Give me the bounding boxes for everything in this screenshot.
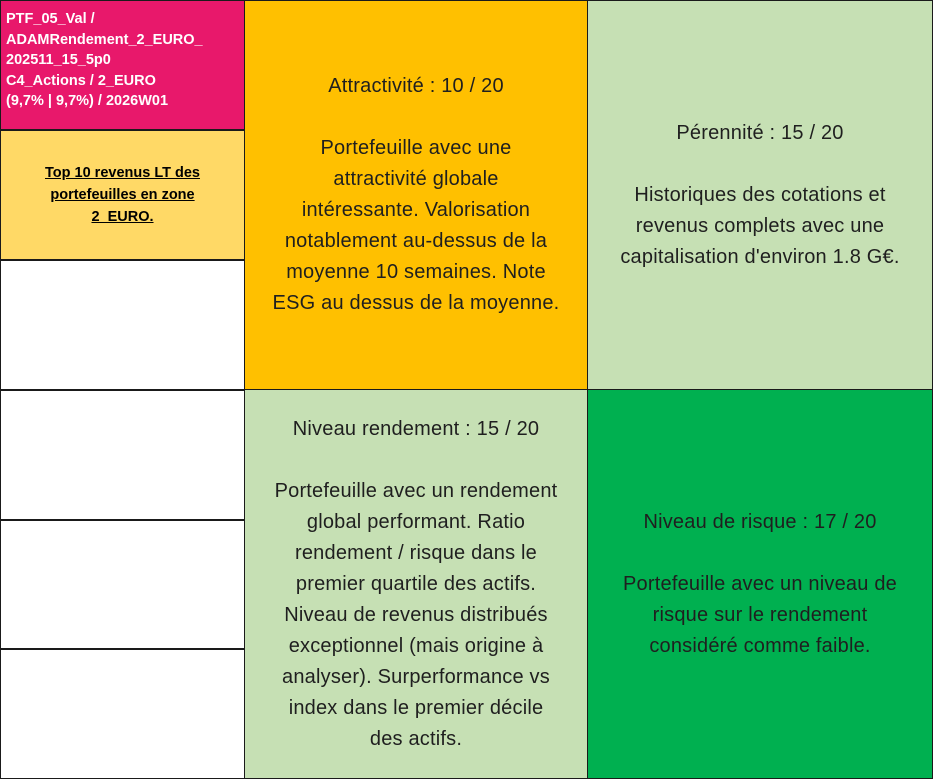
perennite-score: Pérennité : 15 / 20 (676, 121, 844, 144)
description-line: premier quartile des actifs. (295, 572, 537, 595)
description-line: rendement / risque dans le (294, 541, 537, 564)
header-line: PTF_05_Val / (6, 11, 95, 27)
description-line: revenus complets avec une (635, 214, 885, 237)
attractivite-description (273, 133, 560, 319)
description-line: moyenne 10 semaines. Note (286, 261, 546, 283)
empty-cell (0, 649, 245, 779)
header-line: (9,7% | 9,7%) / 2026W01 (6, 93, 169, 109)
rendement-tile (244, 389, 588, 779)
risque-score: Niveau de risque : 17 / 20 (643, 510, 877, 533)
subtitle-line: Top 10 revenus LT des (45, 165, 200, 181)
description-line: notablement au-dessus de la (284, 230, 548, 252)
description-line: ESG au dessus de la moyenne. (272, 292, 560, 314)
header-line: C4_Actions / 2_EURO (6, 72, 156, 89)
perennite-description (620, 180, 899, 273)
header-line: 202511_15_5p0 (6, 52, 111, 68)
description-line: attractivité globale (333, 168, 499, 190)
ranking-subtitle (0, 130, 245, 260)
description-line: index dans le premier décile (288, 696, 544, 719)
empty-cell (0, 260, 245, 390)
subtitle-line: 2_EURO. (91, 209, 154, 225)
header-line: ADAMRendement_2_EURO_ (6, 31, 203, 48)
description-line: analyser). Surperformance vs (282, 665, 550, 688)
description-line: Historiques des cotations et (634, 183, 886, 206)
perennite-tile (587, 0, 933, 390)
description-line: Portefeuille avec un rendement (274, 479, 558, 502)
description-line: global performant. Ratio (306, 510, 526, 533)
portfolio-header (0, 0, 245, 130)
empty-cell (0, 520, 245, 649)
description-line: Portefeuille avec un niveau de (623, 572, 897, 595)
description-line: intéressante. Valorisation (301, 199, 531, 221)
description-line: capitalisation d'environ 1.8 G€. (620, 245, 900, 268)
description-line: exceptionnel (mais origine à (288, 634, 544, 657)
description-line: des actifs. (369, 727, 463, 750)
attractivite-tile (244, 0, 588, 390)
risque-tile (587, 389, 933, 779)
description-line: Portefeuille avec une (320, 137, 512, 159)
rendement-description (275, 476, 558, 755)
description-line: risque sur le rendement (652, 603, 868, 626)
description-line: considéré comme faible. (649, 634, 871, 657)
attractivite-score: Attractivité : 10 / 20 (328, 75, 504, 97)
risque-description (623, 569, 897, 662)
subtitle-line: portefeuilles en zone (50, 187, 195, 203)
rendement-score: Niveau rendement : 15 / 20 (292, 417, 540, 440)
empty-cell (0, 390, 245, 520)
description-line: Niveau de revenus distribués (284, 603, 548, 626)
